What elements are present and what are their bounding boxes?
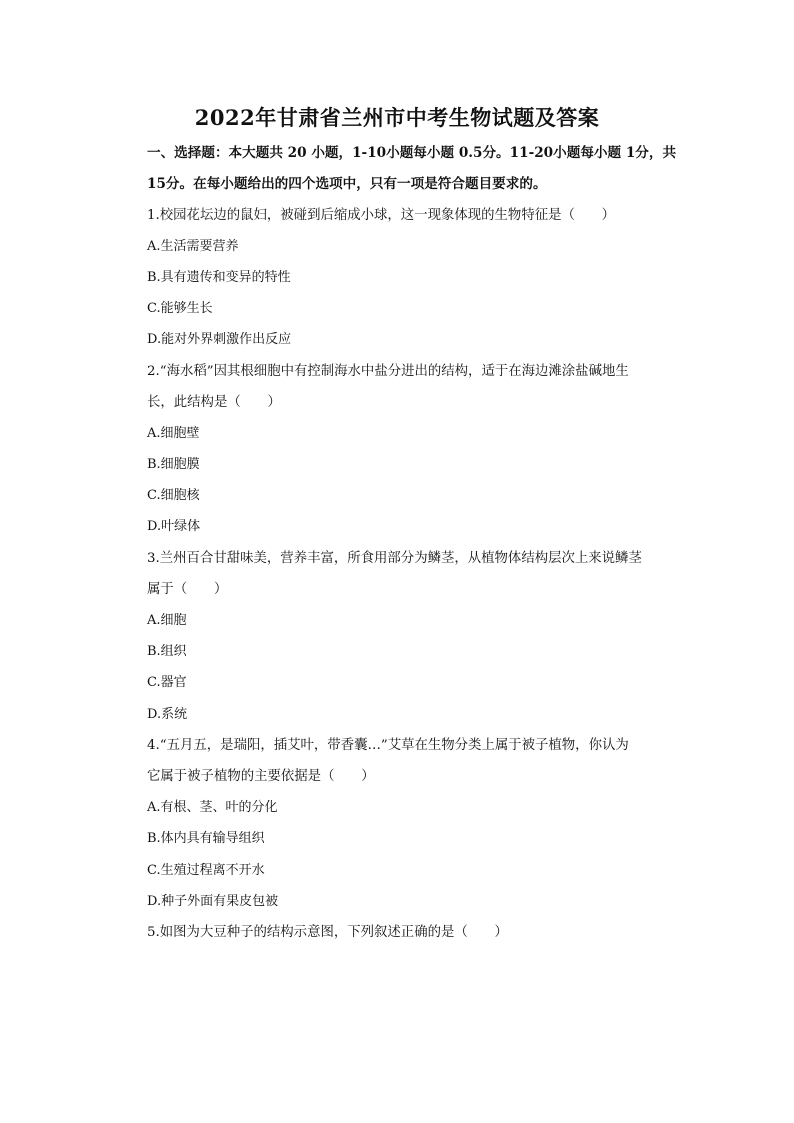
question-4-option-c: C.生殖过程离不开水 <box>147 863 265 878</box>
question-2-option-c: C.细胞核 <box>147 488 200 503</box>
document-title: 2022年甘肃省兰州市中考生物试题及答案 <box>194 105 600 130</box>
question-2-stem-line-1: 2.“海水稻”因其根细胞中有控制海水中盐分进出的结构，适于在海边滩涂盐碱地生 <box>147 364 629 379</box>
question-2-option-d: D.叶绿体 <box>147 519 201 534</box>
question-1-option-b: B.具有遗传和变异的特性 <box>147 270 291 285</box>
question-4-option-d: D.种子外面有果皮包被 <box>147 894 279 909</box>
question-3-option-d: D.系统 <box>147 707 188 722</box>
question-3-option-c: C.器官 <box>147 675 187 690</box>
question-3-option-a: A.细胞 <box>147 613 187 628</box>
question-4-option-b: B.体内具有输导组织 <box>147 831 265 846</box>
question-4-stem-line-2: 它属于被子植物的主要依据是（ ） <box>147 769 375 784</box>
question-2-option-a: A.细胞壁 <box>147 426 200 441</box>
question-2-stem-line-2: 长，此结构是（ ） <box>147 395 281 410</box>
question-4-option-a: A.有根、茎、叶的分化 <box>147 800 278 815</box>
section-heading-line-2: 15分。在每小题给出的四个选项中，只有一项是符合题目要求的。 <box>147 176 547 192</box>
question-1-option-d: D.能对外界刺激作出反应 <box>147 332 292 347</box>
question-3-option-b: B.组织 <box>147 644 187 659</box>
question-1-option-c: C.能够生长 <box>147 301 213 316</box>
section-heading-line-1: 一、选择题：本大题共 20 小题，1-10小题每小题 0.5分。11-20小题每小题 1分，共 <box>147 145 677 161</box>
question-2-option-b: B.细胞膜 <box>147 457 200 472</box>
question-5-stem: 5.如图为大豆种子的结构示意图，下列叙述正确的是（ ） <box>147 925 508 940</box>
question-3-stem-line-2: 属于（ ） <box>147 582 228 597</box>
question-1-option-a: A.生活需要营养 <box>147 239 239 254</box>
question-3-stem-line-1: 3.兰州百合甘甜味美，营养丰富，所食用部分为鳞茎，从植物体结构层次上来说鳞茎 <box>147 551 642 566</box>
question-1-stem: 1.校园花坛边的鼠妇，被碰到后缩成小球，这一现象体现的生物特征是（ ） <box>147 208 616 223</box>
question-4-stem-line-1: 4.“五月五，是瑞阳，插艾叶，带香囊…”艾草在生物分类上属于被子植物，你认为 <box>147 738 629 753</box>
